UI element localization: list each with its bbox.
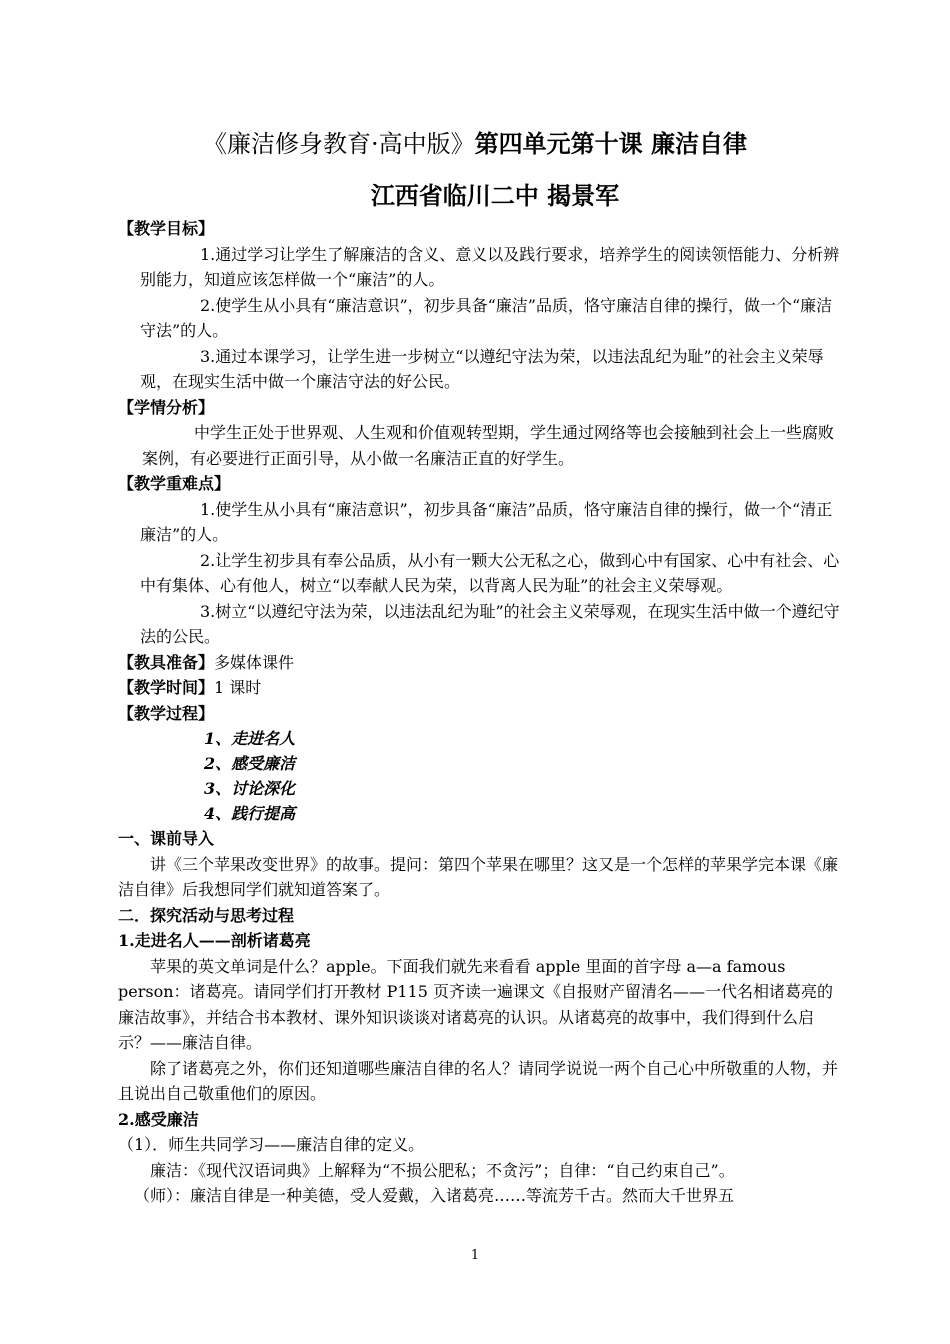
famous-person-paragraph: 苹果的英文单词是什么？apple。下面我们就先来看看 apple 里面的首字母 a—a famous person：诸葛亮。请同学们打开教材 P115 页齐读一遍课文《自报财产留清名——一代名相诸葛亮的廉洁故事》，并结合书本教材、课外知识谈谈对诸葛亮的认识。从诸葛亮的故事中，我们得到什么启示？——廉洁自律。	[118, 956, 833, 1052]
materials-line	[118, 650, 842, 676]
section-heading-materials: 【教具准备】	[118, 652, 215, 672]
process-step: 2、感受廉洁	[204, 754, 296, 773]
intro-paragraph: 讲《三个苹果改变世界》的故事。提问：第四个苹果在哪里？这又是一个怎样的苹果学完本课《廉洁自律》后我想同学们就知道答案了。	[118, 854, 839, 899]
section-heading-objectives: 【教学目标】	[118, 219, 215, 238]
analysis-paragraph: 中学生正处于世界观、人生观和价值观转型期，学生通过网络等也会接触到社会上一些腐败案例，有必要进行正面引导，从小做一名廉洁正直的好学生。	[142, 423, 835, 468]
objective-2: 2.使学生从小具有“廉洁意识”，初步具备“廉洁”品质，恪守廉洁自律的操行，做一个“廉洁守法”的人。	[140, 295, 833, 340]
part-heading-intro: 一、课前导入	[118, 829, 215, 848]
part-heading-activities: 二．探究活动与思考过程	[118, 905, 295, 925]
subheading-famous-person: 1.走进名人——剖析诸葛亮	[118, 931, 311, 950]
process-step: 4、践行提高	[204, 804, 296, 823]
subheading-feel-integrity: 2.感受廉洁	[118, 1109, 199, 1129]
section-heading-key-points: 【教学重难点】	[118, 474, 231, 493]
page-title	[0, 128, 950, 160]
section-heading-time: 【教学时间】	[118, 678, 215, 697]
definition-step: （1）．师生共同学习——廉洁自律的定义。	[118, 1135, 425, 1154]
section-heading-process: 【教学过程】	[118, 703, 215, 723]
section-heading-analysis: 【学情分析】	[118, 397, 215, 417]
time-line	[118, 675, 842, 701]
materials-text: 多媒体课件	[214, 652, 295, 672]
key-point-1: 1.使学生从小具有“廉洁意识”，初步具备“廉洁”品质，恪守廉洁自律的操行，做一个“清正廉洁”的人。	[140, 499, 833, 544]
time-text: 1 课时	[214, 678, 262, 697]
document-body	[118, 216, 842, 1209]
other-figures-paragraph: 除了诸葛亮之外，你们还知道哪些廉洁自律的名人？请同学说说一两个自己心中所敬重的人物，并且说出自己敬重他们的原因。	[118, 1058, 839, 1103]
objective-1: 1.通过学习让学生了解廉洁的含义、意义以及践行要求，培养学生的阅读领悟能力、分析辨别能力，知道应该怎样做一个“廉洁”的人。	[140, 244, 840, 289]
key-point-3: 3.树立“以遵纪守法为荣，以违法乱纪为耻”的社会主义荣辱观，在现实生活中做一个遵纪守法的公民。	[140, 601, 840, 646]
objective-3: 3.通过本课学习，让学生进一步树立“以遵纪守法为荣，以违法乱纪为耻”的社会主义荣辱观，在现实生活中做一个廉洁守法的好公民。	[140, 346, 824, 391]
key-point-2: 2.让学生初步具有奉公品质，从小有一颗大公无私之心，做到心中有国家、心中有社会、心中有集体、心有他人，树立“以奉献人民为荣，以背离人民为耻”的社会主义荣辱观。	[140, 550, 840, 595]
author-line: 江西省临川二中 揭景军	[370, 181, 620, 210]
process-step: 1、走进名人	[204, 729, 296, 748]
title-lesson: 第四单元第十课 廉洁自律	[474, 129, 747, 158]
teacher-paragraph: （师）：廉洁自律是一种美德，受人爱戴，入诸葛亮……等流芳千古。然而大千世界五	[134, 1186, 735, 1205]
definition-paragraph: 廉洁：《现代汉语词典》上解释为“不损公肥私；不贪污”；自律：“自己约束自己”。	[150, 1160, 735, 1180]
process-step: 3、讨论深化	[204, 779, 296, 798]
page-number: 1	[470, 1248, 480, 1263]
title-book: 《廉洁修身教育·高中版》	[203, 130, 475, 158]
